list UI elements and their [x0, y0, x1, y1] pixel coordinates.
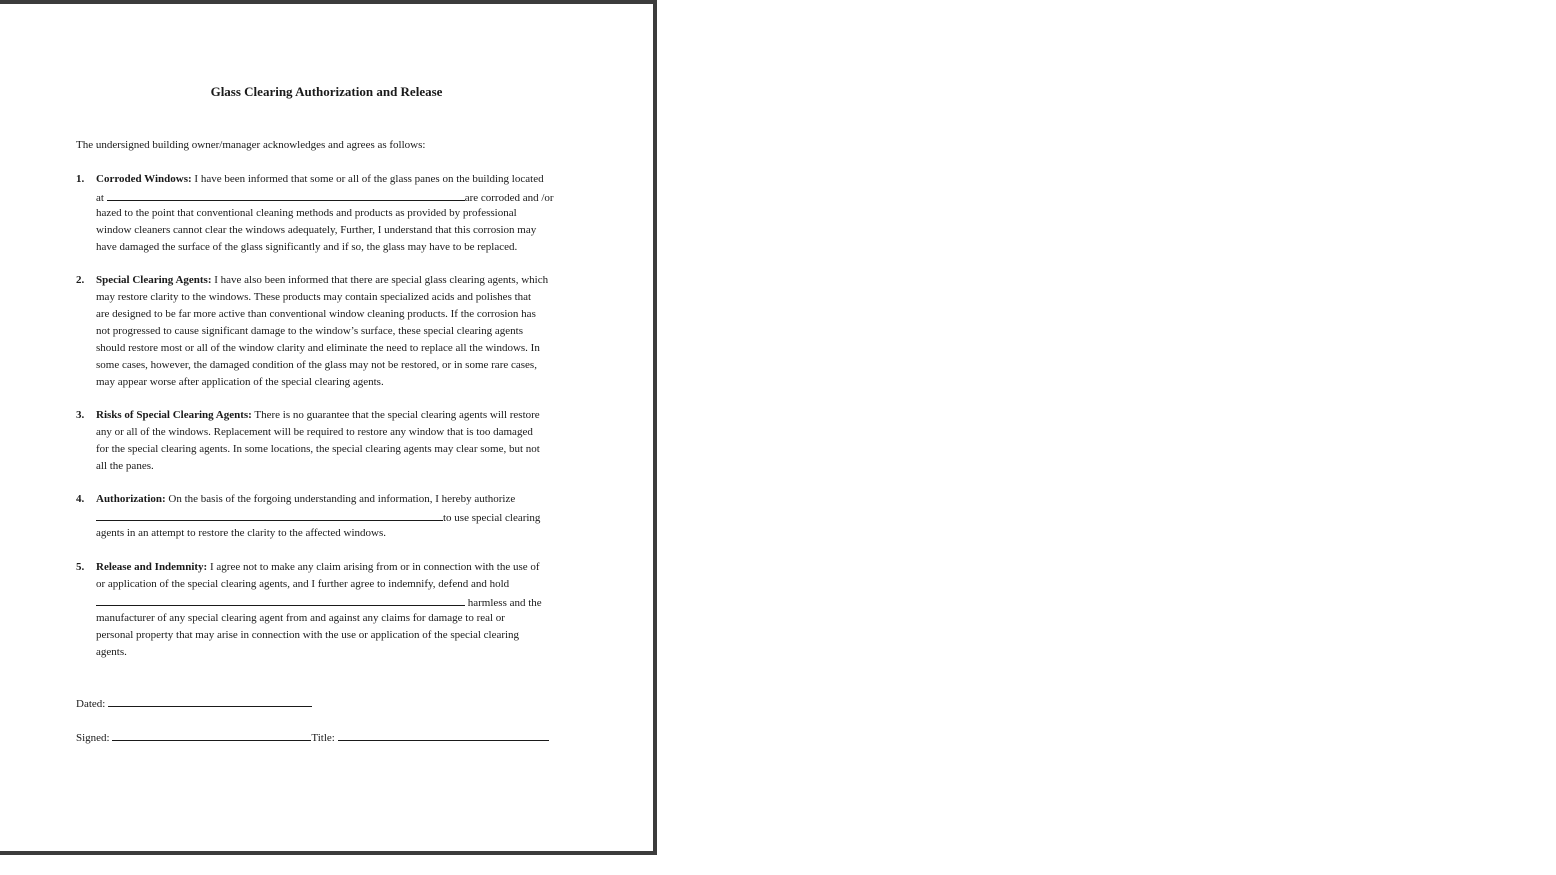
clause-text: some cases, however, the damaged condition of the glass may not be restored, or in some rare cases, [96, 359, 537, 371]
clause-heading: Risks of Special Clearing Agents: [96, 409, 252, 421]
clause-number: 4. [76, 493, 85, 505]
date-field[interactable] [108, 694, 312, 707]
document-title: Glass Clearing Authorization and Release [210, 84, 443, 99]
clause-text: hazed to the point that conventional cleaning methods and products as provided by professional [96, 207, 517, 219]
clause-text: personal property that may arise in connection with the use or application of the special clearing [96, 629, 520, 641]
clause-text: for the special clearing agents. In some locations, the special clearing agents may clear some, but not [96, 443, 540, 455]
clause-text: or application of the special clearing agents, and I further agree to indemnify, defend and hold [96, 578, 510, 590]
signature-field[interactable] [112, 728, 311, 741]
dated-row [76, 694, 312, 713]
clause-text: I have been informed that some or all of the glass panes on the building located [194, 173, 544, 185]
clause-number: 1. [76, 173, 85, 185]
clause-text: all the panes. [96, 460, 154, 472]
dated-label: Dated: [76, 698, 106, 710]
title-label: Title: [311, 732, 335, 744]
clause-heading: Release and Indemnity: [96, 561, 208, 573]
clause-text: harmless and the [467, 597, 542, 609]
clause-text: any or all of the windows. Replacement will be required to restore any window that is too damaged [96, 426, 533, 438]
clause-text: agents. [96, 646, 127, 658]
clause-text: may appear worse after application of the special clearing agents. [96, 376, 384, 388]
clause-text: to use special clearing [443, 512, 541, 524]
clause-number: 2. [76, 274, 85, 286]
clause-text: There is no guarantee that the special clearing agents will restore [254, 409, 540, 421]
clause-text: I have also been informed that there are special glass clearing agents, which [214, 274, 549, 286]
building-location-blank[interactable] [107, 188, 465, 201]
clause-text: agents in an attempt to restore the clarity to the affected windows. [96, 527, 386, 539]
clause-text: are designed to be far more active than conventional window cleaning products. If the corrosion has [96, 308, 536, 320]
clause-number: 3. [76, 409, 85, 421]
clause-heading: Special Clearing Agents: [96, 274, 212, 286]
document-page [0, 0, 657, 855]
clause-text: may restore clarity to the windows. These products may contain specialized acids and polishes that [96, 291, 532, 303]
clause-heading: Authorization: [96, 493, 166, 505]
clause-text: should restore most or all of the window clarity and eliminate the need to replace all the windows. In [96, 342, 540, 354]
clause-text: window cleaners cannot clear the windows adequately, Further, I understand that this corrosion may [96, 224, 537, 236]
authorized-company-blank[interactable] [96, 508, 443, 521]
signed-row [76, 728, 549, 747]
clause-text: have damaged the surface of the glass significantly and if so, the glass may have to be replaced. [96, 241, 518, 253]
signed-label: Signed: [76, 732, 110, 744]
clause-text: I agree not to make any claim arising from or in connection with the use of [209, 561, 540, 573]
indemnified-party-blank[interactable] [96, 593, 465, 606]
title-field[interactable] [338, 728, 549, 741]
clause-text: On the basis of the forgoing understanding and information, I hereby authorize [168, 493, 516, 505]
clause-heading: Corroded Windows: [96, 173, 192, 185]
clause-text: not progressed to cause significant damage to the window’s surface, these special clearing agents [96, 325, 524, 337]
clause-text: at [96, 192, 104, 204]
clause-text: manufacturer of any special clearing agent from and against any claims for damage to real or [96, 612, 505, 624]
intro-text: The undersigned building owner/manager acknowledges and agrees as follows: [76, 139, 426, 151]
clause-text: are corroded and /or [464, 192, 554, 204]
clause-number: 5. [76, 561, 85, 573]
